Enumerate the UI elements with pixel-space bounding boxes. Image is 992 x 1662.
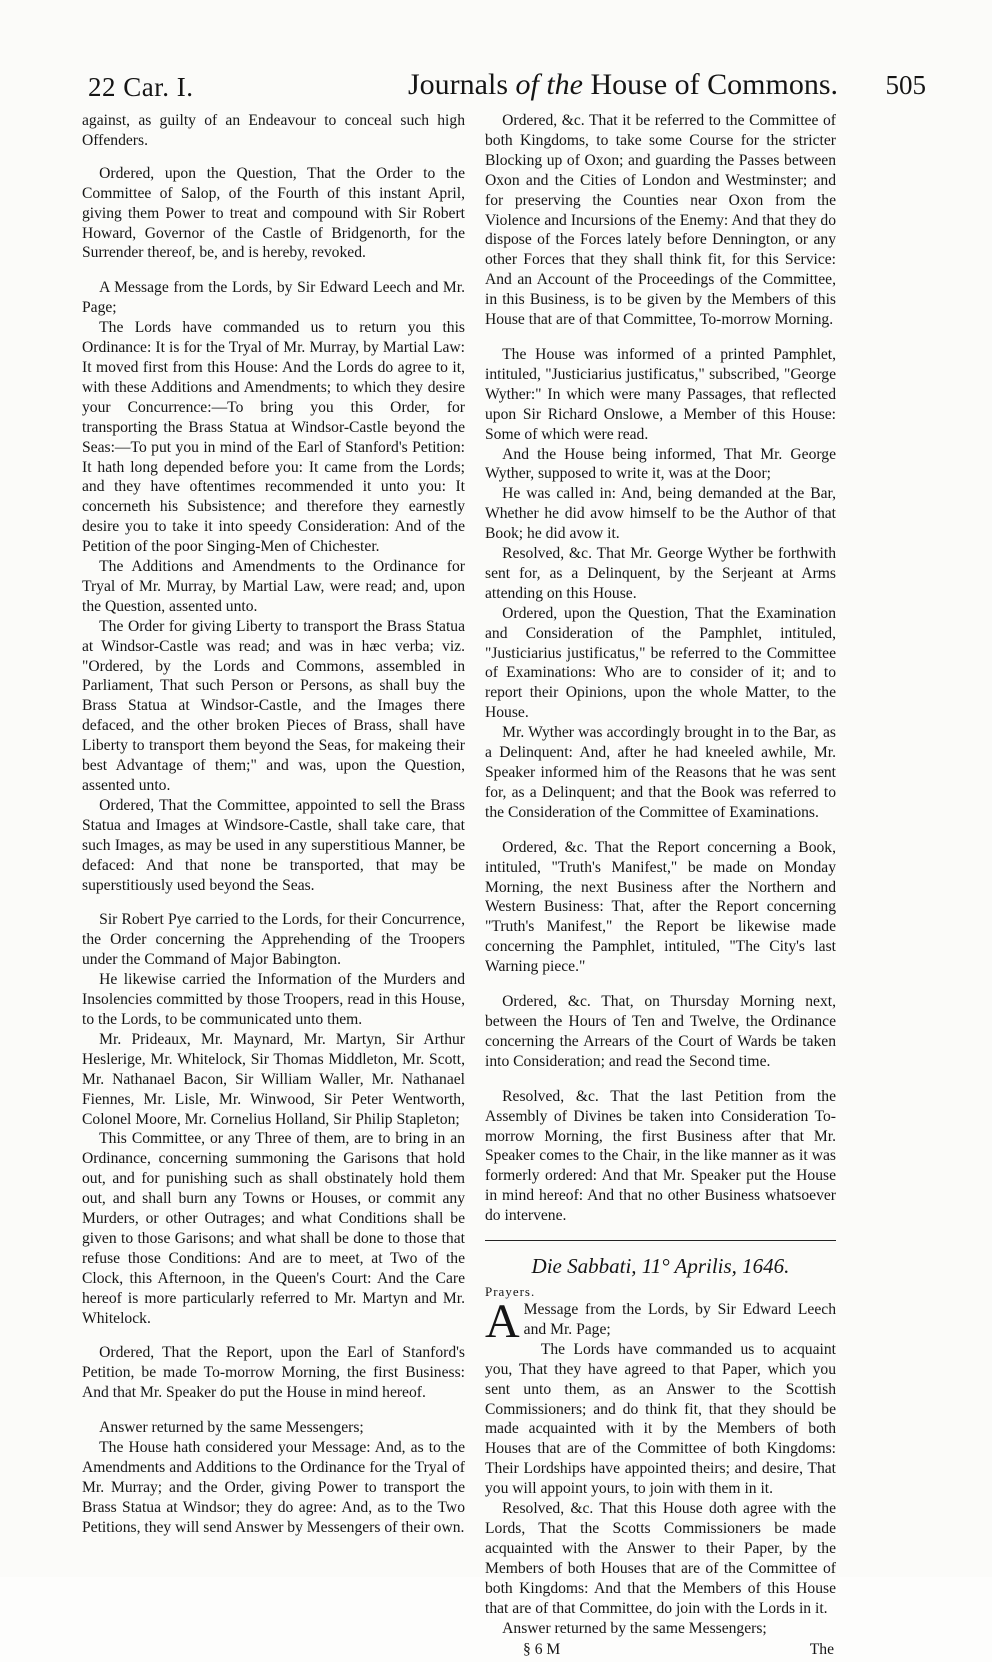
- paragraph: Mr. Prideaux, Mr. Maynard, Mr. Martyn, Sir Arthur Heslerige, Mr. Whitelock, Sir Thomas Middleton, Mr. Scott, Mr. Nathanael Bacon, Sir William Waller, Mr. Nathanael Fiennes, Mr. Lisle, Mr. Winwood, Sir Peter Wentworth, Colonel Moore, Mr. Cornelius Holland, Sir Philip Stapleton;: [82, 1030, 465, 1128]
- paragraph: Ordered, &c. That, on Thursday Morning next, between the Hours of Ten and Twelve, the Ordinance concerning the Arrears of the Court of Wards be taken into Consideration; and read the Second time.: [485, 993, 836, 1070]
- left-column: [82, 111, 465, 1538]
- paragraph: The Lords have commanded us to acquaint you, That they have agreed to that Paper, which you sent unto them, as an Answer to the Scottish Commissioners; and do think fit, that they should be made acquainted with it by the Members of both Houses that are of the Committee of both Kingdoms: Their Lordships have appointed theirs; and desire, That you will appoint yours, to join with them in it.: [485, 1340, 836, 1498]
- paragraph: This Committee, or any Three of them, are to bring in an Ordinance, concerning summoning the Garisons that hold out, and for punishing such as shall obstinately hold them out, and shall burn any Towns or Houses, or commit any Murders, or other Outrages; and what Conditions shall be given to those Garisons; and what shall be done to those that refuse those Conditions: And are to meet, at Two of the Clock, this Afternoon, in the Queen's Court: And the Care hereof is more particularly referred to Mr. Martyn and Mr. Whitelock.: [82, 1130, 465, 1327]
- paragraph: He likewise carried the Information of the Murders and Insolencies committed by those Troopers, read in this House, to the Lords, to be communicated unto them.: [82, 971, 465, 1028]
- paragraph: Answer returned by the same Messengers;: [99, 1419, 364, 1437]
- paragraph: Resolved, &c. That the last Petition from the Assembly of Divines be taken into Consideration To-morrow Morning, the first Business after that Mr. Speaker comes to the Chair, in the like manner as it was formerly ordered: And that Mr. Speaker put the House in mind hereof: And that no other Business whatsoever do intervene.: [485, 1087, 836, 1225]
- paragraph: Ordered, &c. That the Report concerning a Book, intituled, "Truth's Manifest," be made on Monday Morning, the next Business after the Northern and Western Business: That, after the Report concerning "Truth's Manifest," the Report be likewise made concerning the Pamphlet, intituled, "The City's last Warning piece.": [485, 838, 836, 976]
- paragraph: Answer returned by the same Messengers;: [502, 1619, 767, 1637]
- paragraph: He was called in: And, being demanded at the Bar, Whether he did avow himself to be the Author of that Book; he did avow it.: [485, 485, 836, 543]
- regnal-year: 22 Car. I.: [88, 72, 194, 102]
- date-heading: Die Sabbati, 11° Aprilis, 1646.: [531, 1254, 790, 1279]
- right-column: [485, 111, 836, 1662]
- paragraph: Resolved, &c. That Mr. George Wyther be forthwith sent for, as a Delinquent, by the Serjeant at Arms attending on this House.: [485, 545, 836, 602]
- paragraph: Ordered, That the Committee, appointed to sell the Brass Statua and Images at Windsore-Castle, shall take care, that such Images, as may be used in any superstitious Manner, be defaced: And that none be transported, that may be superstitiously used beyond the Seas.: [82, 796, 465, 894]
- paragraph: The House hath considered your Message: And, as to the Amendments and Additions to the Ordinance for the Tryal of Mr. Murray; and the Order, giving Power to transport the Brass Statua at Windsor; they do agree: And, as to the Two Petitions, they will send Answer by Messengers of their own.: [82, 1439, 465, 1536]
- paragraph: The Lords have commanded us to return you this Ordinance: It is for the Tryal of Mr. Murray, by Martial Law: It moved first from this House: And the Lords do agree to it, with these Additions and Amendments; to which they desire your Concurrence:—To bring you this Order, for transporting the Brass Statua at Windsor-Castle beyond the Seas:—To put you in mind of the Earl of Stanford's Petition: It hath long depended before you: It came from the Lords; and they have oftentimes recommended it unto you: It concerneth his Subsistence; and therefore they earnestly desire you to take it into speedy Consideration: And of the Petition of the poor Singing-Men of Chichester.: [82, 319, 465, 556]
- prayers-label: Prayers.: [485, 1284, 536, 1300]
- paragraph: Mr. Wyther was accordingly brought in to the Bar, as a Delinquent: And, after he had kneeled awhile, Mr. Speaker informed him of the Reasons that he was sent for, as a Delinquent; and that the Book was referred to the Consideration of the Committee of Examinations.: [485, 724, 836, 821]
- paragraph: The Additions and Amendments to the Ordinance for Tryal of Mr. Murray, by Martial Law, were read; and, upon the Question, assented unto.: [82, 558, 465, 615]
- running-title: Journals of the House of Commons.: [408, 68, 838, 101]
- page-header: [88, 60, 932, 102]
- paragraph: Resolved, &c. That this House doth agree with the Lords, That the Scotts Commissioners be made acquainted with the Answer to their Paper, by the Members of both Houses that are of the Committee of both Kingdoms: And that the Members of this House that are of that Committee, do join with the Lords in it.: [485, 1500, 836, 1617]
- paragraph: Ordered, upon the Question, That the Order to the Committee of Salop, of the Fourth of this instant April, giving them Power to treat and compound with Sir Robert Howard, Governor of the Castle of Bridgenorth, for the Surrender thereof, be, and is hereby, revoked.: [82, 164, 465, 262]
- signature-mark: § 6 M: [523, 1641, 561, 1659]
- paragraph: Ordered, That the Report, upon the Earl of Stanford's Petition, be made To-morrow Morning, the first Business: And that Mr. Speaker do put the House in mind hereof.: [82, 1344, 465, 1402]
- page-footer: [485, 1640, 836, 1662]
- paragraph: A Message from the Lords, by Sir Edward Leech and Mr. Page;: [485, 1295, 836, 1349]
- paragraph: And the House being informed, That Mr. George Wyther, supposed to write it, was at the Door;: [485, 445, 836, 483]
- section-divider: [485, 1240, 836, 1241]
- paragraph: A Message from the Lords, by Sir Edward Leech and Mr. Page;: [82, 279, 465, 317]
- paragraph: Sir Robert Pye carried to the Lords, for their Concurrence, the Order concerning the Apprehending of the Troopers under the Command of Major Babington.: [82, 911, 465, 969]
- paragraph: The House was informed of a printed Pamphlet, intituled, "Justiciarius justificatus," subscribed, "George Wyther:" In which were many Passages, that reflected upon Sir Richard Onslowe, a Member of this House: Some of which were read.: [485, 345, 836, 443]
- paragraph: Ordered, upon the Question, That the Examination and Consideration of the Pamphlet, intituled, "Justiciarius justificatus," be referred to the Committee of Examinations: Who are to consider of it; and to report their Opinions, upon the whole Matter, to the House.: [485, 604, 836, 722]
- paragraph: Ordered, &c. That it be referred to the Committee of both Kingdoms, to take some Course for the stricter Blocking up of Oxon; and guarding the Passes between Oxon and the Cities of London and Westminster; and for preserving the Counties near Oxon from the Violence and Incursions of the Enemy: And that they do dispose of the Forces lately before Dennington, or any other Forces that they shall think fit, for this Service: And an Account of the Proceedings of the Committee, in this Business, is to be given by the Members of this House that are of that Committee, To-morrow Morning.: [485, 112, 836, 329]
- paragraph: The Order for giving Liberty to transport the Brass Statua at Windsor-Castle was read; and was in hæc verba; viz. "Ordered, by the Lords and Commons, assembled in Parliament, That such Person or Persons, as shall buy the Brass Statua at Windsor-Castle, and the Images there defaced, and the other broken Pieces of Brass, shall have Liberty to transport them beyond the Seas, for makeing their best Advantage of them;" and was, upon the Question, assented unto.: [82, 617, 465, 794]
- drop-cap: A: [485, 1295, 520, 1349]
- catchword: The: [809, 1641, 834, 1659]
- paragraph: against, as guilty of an Endeavour to conceal such high Offenders.: [82, 112, 465, 149]
- page-number: 505: [885, 70, 926, 100]
